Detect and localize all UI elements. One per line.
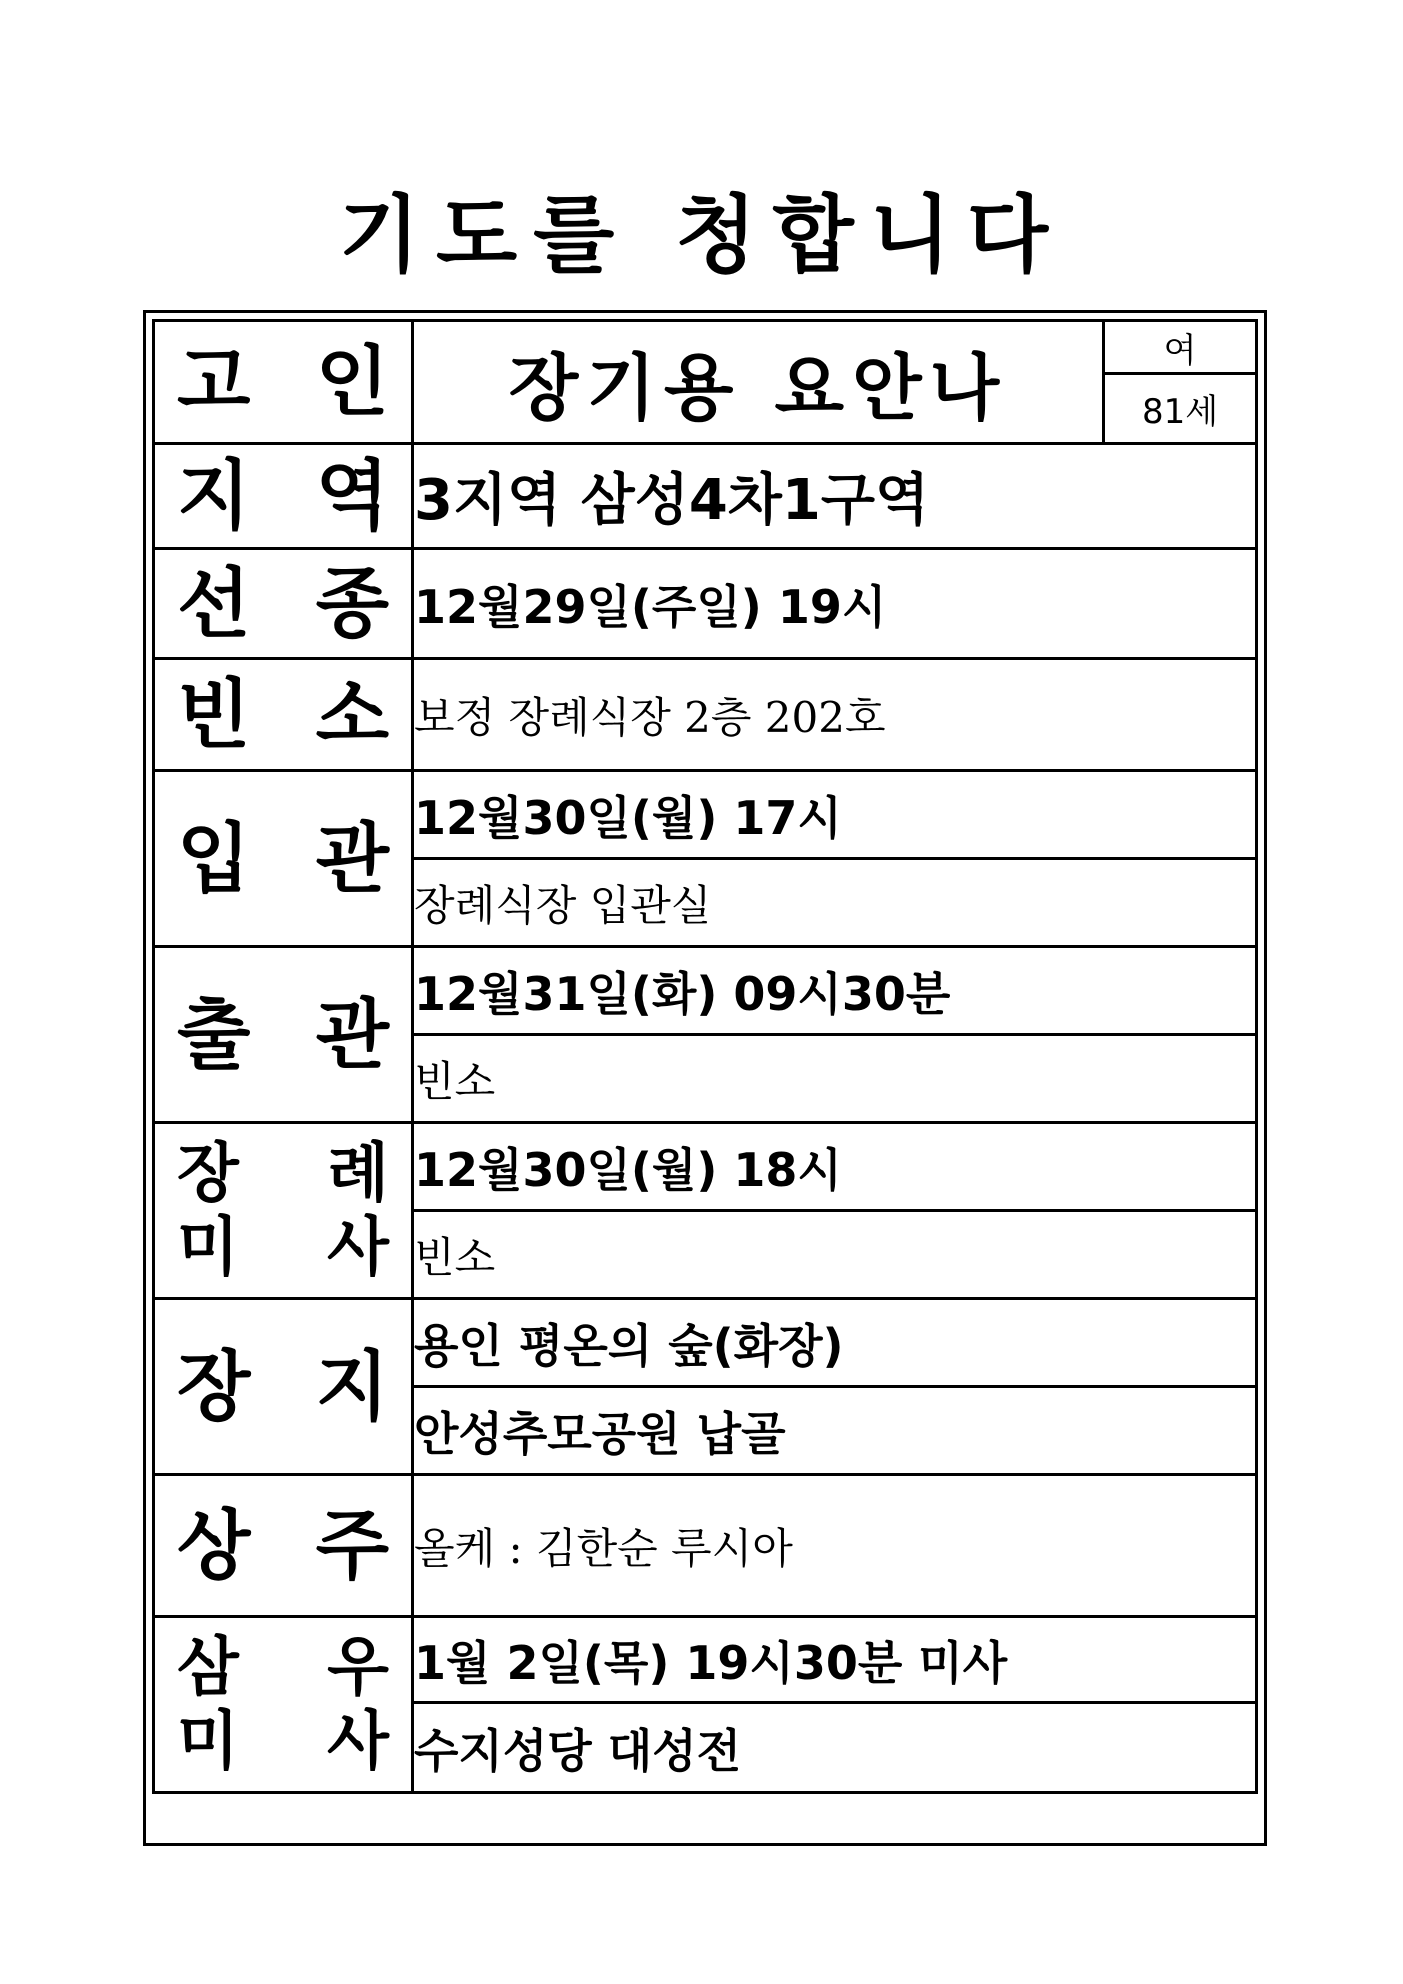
funeral-mass-time: 12월30일(월) 18시: [413, 1123, 1257, 1211]
encoffining-time: 12월30일(월) 17시: [413, 771, 1257, 859]
obituary-form: [143, 310, 1267, 1846]
label-encoffining: [154, 771, 413, 947]
burial-second: 안성추모공원 납골: [413, 1387, 1257, 1475]
label-char: 지: [315, 1341, 389, 1431]
label-char: 선: [177, 558, 251, 648]
label-char: 역: [315, 451, 389, 540]
label-char: 사: [327, 1703, 389, 1779]
label-char: 고: [177, 337, 251, 426]
deceased-age: 81세: [1104, 374, 1257, 444]
third-day-mass-place: 수지성당 대성전: [413, 1703, 1257, 1793]
encoffining-place: 장례식장 입관실: [413, 859, 1257, 947]
label-char: 종: [315, 558, 389, 648]
label-char: 관: [315, 813, 389, 903]
label-char: 미: [177, 1209, 239, 1285]
funeral-mass-place: 빈소: [413, 1211, 1257, 1299]
departure-place: 빈소: [413, 1035, 1257, 1123]
third-day-mass-time: 1월 2일(목) 19시30분 미사: [413, 1617, 1257, 1703]
burial-first: 용인 평온의 숲(화장): [413, 1299, 1257, 1387]
departure-time: 12월31일(화) 09시30분: [413, 947, 1257, 1035]
label-char: 상: [177, 1500, 251, 1590]
deceased-sex: 여: [1104, 321, 1257, 374]
label-char: 지: [177, 451, 251, 540]
label-mortuary: [154, 659, 413, 771]
region-value: 3지역 삼성4차1구역: [413, 444, 1257, 549]
label-deceased: [154, 321, 413, 444]
label-char: 출: [177, 989, 251, 1079]
label-char: 우: [327, 1629, 389, 1705]
label-char: 입: [177, 813, 251, 903]
label-char: 소: [315, 669, 389, 759]
label-char: 주: [315, 1500, 389, 1590]
mortuary-value: 보정 장례식장 2층 202호: [413, 659, 1257, 771]
label-char: 인: [315, 337, 389, 426]
label-char: 미: [177, 1703, 239, 1779]
label-char: 례: [327, 1135, 389, 1211]
label-char: 사: [327, 1209, 389, 1285]
label-char: 장: [177, 1135, 239, 1211]
death-value: 12월29일(주일) 19시: [413, 549, 1257, 659]
label-chief-mourner: [154, 1475, 413, 1617]
label-char: 관: [315, 989, 389, 1079]
label-char: 장: [177, 1341, 251, 1431]
label-third-day-mass: [154, 1617, 413, 1793]
label-funeral-mass: [154, 1123, 413, 1299]
label-departure: [154, 947, 413, 1123]
chief-mourner-value: 올케 : 김한순 루시아: [413, 1475, 1257, 1617]
label-char: 삼: [177, 1629, 239, 1705]
obituary-table: [152, 319, 1258, 1794]
deceased-name: 장기용 요안나: [413, 321, 1104, 444]
label-char: 빈: [177, 669, 251, 759]
label-burial: [154, 1299, 413, 1475]
label-death: [154, 549, 413, 659]
page-title: 기도를 청합니다: [338, 185, 1065, 284]
label-region: [154, 444, 413, 549]
